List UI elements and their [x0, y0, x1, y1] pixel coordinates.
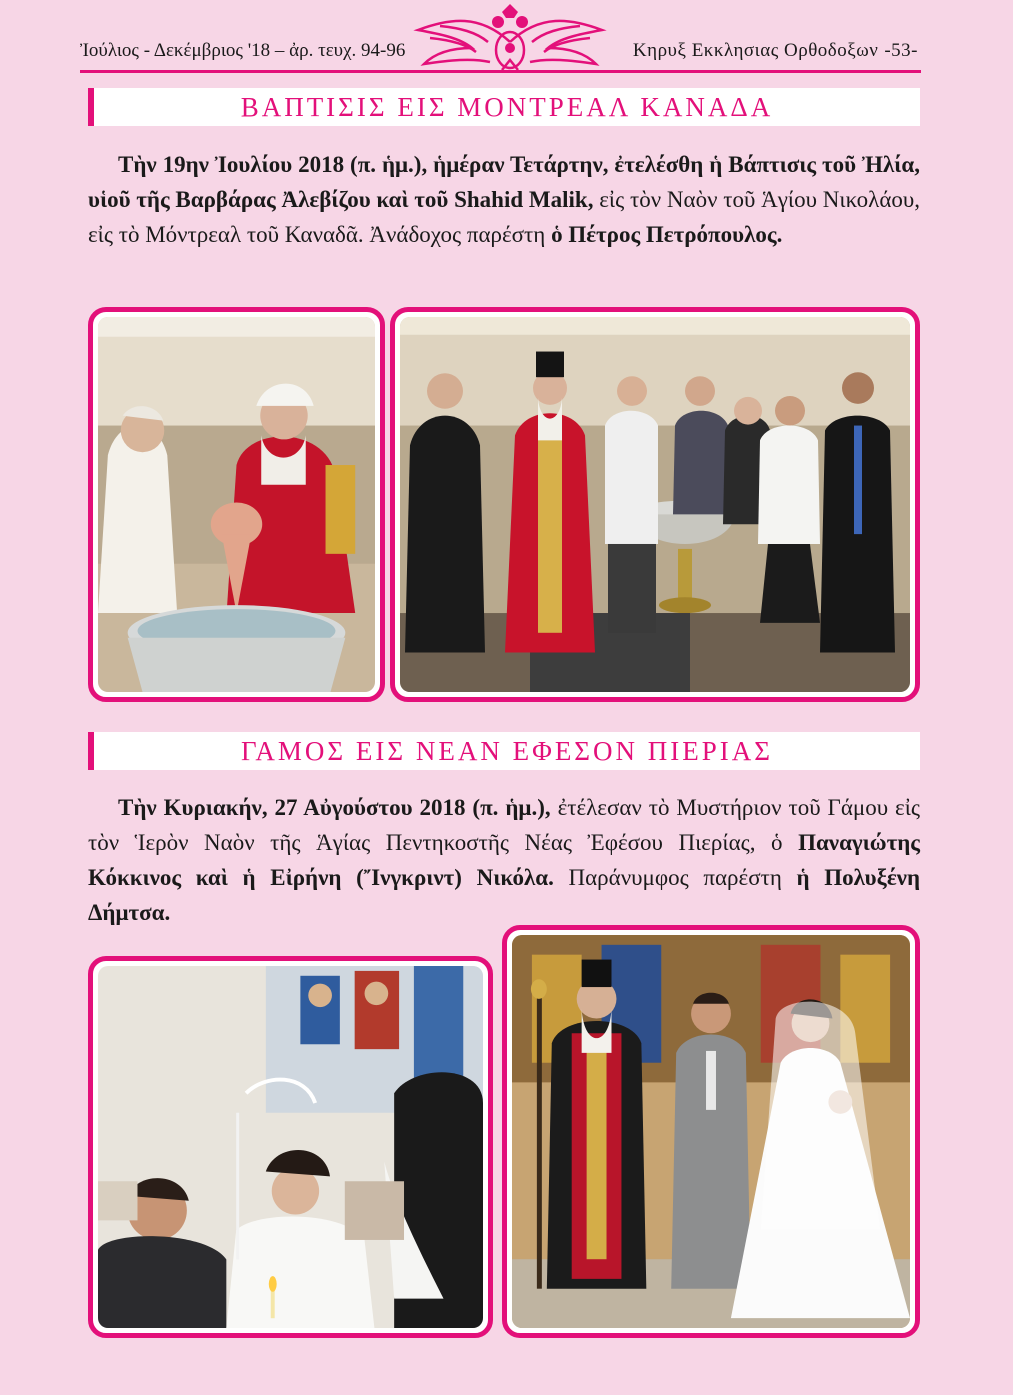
- baptism-photo: [88, 307, 385, 702]
- header-rule: [80, 70, 921, 73]
- double-headed-eagle-icon: [410, 4, 610, 76]
- baptism-paragraph: Τὴν 19ην Ἰουλίου 2018 (π. ἡμ.), ἡμέραν Τετάρτην, ἐτελέσθη ἡ Βάπτισις τοῦ Ἠλία, υἱοῦ τῆς Βαρβάρας Ἀλεβίζου καὶ τοῦ Shahid Malik, εἰς τὸν Ναὸν τοῦ Ἁγίου Νικολάου, εἰς τὸ Μόντρεαλ τοῦ Καναδᾶ. Ἀνάδοχος παρέστη ὁ Πέτρος Πετρόπουλος.: [88, 152, 921, 247]
- issue-info: Ἰούλιος - Δεκέμβριος '18 – ἀρ. τευχ. 94-96: [80, 40, 406, 61]
- section-title-wedding: ΓΑΜΟΣ ΕΙΣ ΝΕΑΝ ΕΦΕΣΟΝ ΠΙΕΡΙΑΣ: [88, 732, 920, 770]
- baptism-group-photo-image: [400, 317, 910, 692]
- baptism-group-photo: [390, 307, 920, 702]
- baptism-photo-image: [98, 317, 375, 692]
- section-title-baptism: ΒΑΠΤΙΣΙΣ ΕΙΣ ΜΟΝΤΡΕΑΛ ΚΑΝΑΔΑ: [88, 88, 920, 126]
- journal-title: Κηρυξ Εκκλησιας Ορθοδοξων -53-: [632, 40, 918, 61]
- wedding-ceremony-photo: [88, 956, 493, 1338]
- wedding-ceremony-photo-image: [98, 966, 483, 1328]
- wedding-couple-photo-image: [512, 935, 910, 1328]
- wedding-paragraph: Τὴν Κυριακήν, 27 Αὐγούστου 2018 (π. ἡμ.), ἐτέλεσαν τὸ Μυστήριον τοῦ Γάμου εἰς τὸν Ἱερὸν Ναὸν τῆς Ἁγίας Πεντηκοστῆς Νέας Ἐφέσου Πιερίας, ὁ Παναγιώτης Κόκκινος καὶ ἡ Εἰρήνη (Ἴνγκριντ) Νικόλα. Παράνυμφος παρέστη ἡ Πολυξένη Δήμτσα.: [88, 795, 921, 925]
- page-header: [0, 0, 1013, 80]
- wedding-couple-photo: [502, 925, 920, 1338]
- page-number: -53-: [884, 40, 918, 61]
